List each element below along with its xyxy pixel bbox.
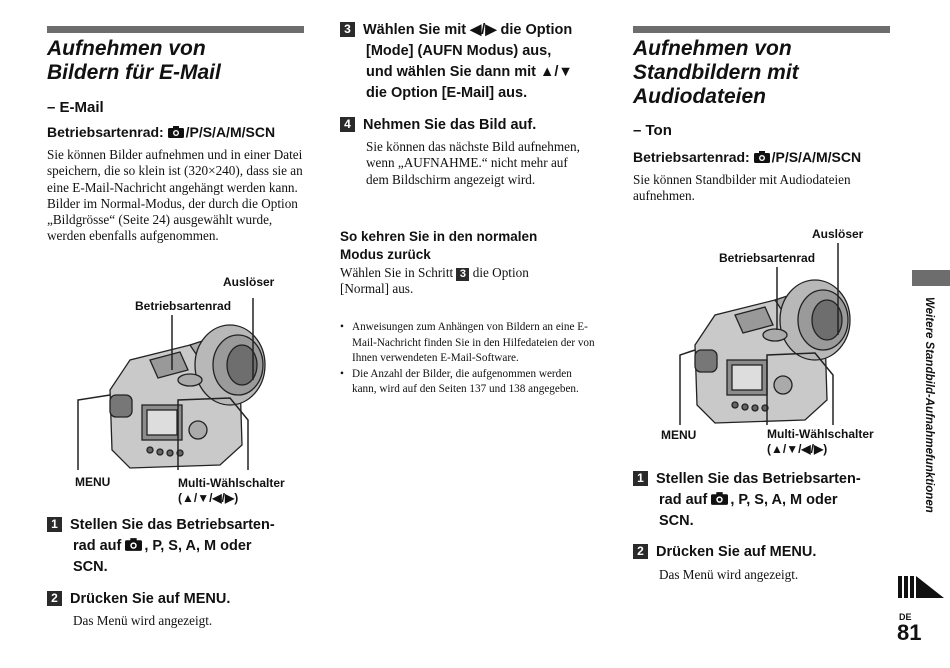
left-mode-label: Betriebsartenrad: — [47, 124, 164, 140]
right-intro-text: Sie können Standbilder mit Audiodateien aufnehmen. — [633, 172, 851, 204]
step-ref-box: 3 — [456, 268, 469, 281]
right-shutter-label: Auslöser — [812, 227, 864, 241]
mid-step3: 3 Wählen Sie mit ◀/▶ die Option [Mode] (AUFN Modus) aus, und wählen Sie dann mit ▲/▼ die Option [E-Mail] aus. — [340, 20, 610, 104]
left-mode-dial-label: Betriebsartenrad — [135, 299, 232, 313]
mid-step4-desc: Sie können das nächste Bild aufnehmen, wenn „AUFNAHME.“ nicht mehr auf dem Bildschirm angezeigt wird. — [366, 139, 580, 187]
right-menu-label: MENU — [661, 428, 697, 442]
mid-notes-list — [340, 320, 595, 398]
left-step2-desc: Das Menü wird angezeigt. — [73, 613, 213, 628]
right-subtitle: – Ton — [633, 122, 672, 139]
right-mode-dial-label: Betriebsartenrad — [719, 251, 816, 265]
language-code: DE — [899, 612, 912, 622]
step-number-box: 1 — [633, 471, 648, 486]
list-item: • Anweisungen zum Anhängen von Bildern an eine E-Mail-Nachricht finden Sie in den Hilfedateien der von Ihnen verwendeten E-Mail-Software. — [340, 320, 595, 367]
right-title-rule — [633, 26, 890, 33]
right-step2: 2 Drücken Sie auf MENU. — [633, 542, 898, 563]
page-corner-arrow-icon — [898, 576, 944, 598]
section-tab-marker — [912, 270, 950, 286]
right-step2-desc: Das Menü wird angezeigt. — [659, 567, 799, 582]
right-mode-line: Betriebsartenrad: /P/S/A/M/SCN — [633, 149, 862, 165]
step-number-box: 2 — [47, 591, 62, 606]
left-intro-text: Sie können Bilder aufnehmen und in einer Datei speichern, die so klein ist (320×240), dass sie an eine E-Mail-Nachricht angehängt werden kann. Bilder im Normal-Modus, der durch die Option „Bildgrösse“ (Seite 24) ausgewählt wurde, werden ebenfalls aufgenommen. — [47, 147, 303, 244]
mid-return-text: Wählen Sie in Schritt 3 die Option [Normal] aus. — [340, 265, 529, 297]
left-title-rule — [47, 26, 304, 33]
left-multi-selector-label: Multi-Wählschalter (▲/▼/◀/▶) — [178, 476, 285, 505]
left-mode-line — [47, 124, 275, 140]
left-title-line1: Aufnehmen von — [47, 37, 206, 60]
left-step2: 2 Drücken Sie auf MENU. — [47, 589, 312, 610]
left-shutter-label: Auslöser — [223, 275, 275, 289]
left-step1: 1 Stellen Sie das Betriebsarten- rad auf , P, S, A, M oder SCN. — [47, 515, 312, 578]
right-step1: 1 Stellen Sie das Betriebsarten- rad auf , P, S, A, M oder SCN. — [633, 469, 898, 532]
left-mode-values: /P/S/A/M/SCN — [185, 124, 276, 140]
right-section-title: Aufnehmen von Standbildern mit Audiodateien — [633, 37, 799, 108]
left-section-title — [47, 37, 307, 85]
camera-icon — [125, 538, 142, 551]
left-subtitle: – E-Mail — [47, 99, 104, 116]
step-number-box: 2 — [633, 544, 648, 559]
camera-icon — [711, 492, 728, 505]
left-menu-label: MENU — [75, 475, 111, 489]
page-number: 81 — [897, 620, 922, 645]
step-number-box: 4 — [340, 117, 355, 132]
left-title-line2: Bildern für E-Mail — [47, 61, 221, 84]
camera-icon — [168, 126, 184, 138]
list-item: • Die Anzahl der Bilder, die aufgenommen werden kann, wird auf den Seiten 137 und 138 angegeben. — [340, 367, 595, 398]
mid-step4: 4 Nehmen Sie das Bild auf. — [340, 115, 610, 136]
camera-icon — [754, 151, 770, 163]
right-multi-selector-label: Multi-Wählschalter (▲/▼/◀/▶) — [767, 427, 874, 456]
section-side-title: Weitere Standbild-Aufnahmefunktionen — [923, 297, 935, 513]
step-number-box: 1 — [47, 517, 62, 532]
step-number-box: 3 — [340, 22, 355, 37]
mid-return-heading: So kehren Sie in den normalen Modus zurück — [340, 229, 538, 262]
